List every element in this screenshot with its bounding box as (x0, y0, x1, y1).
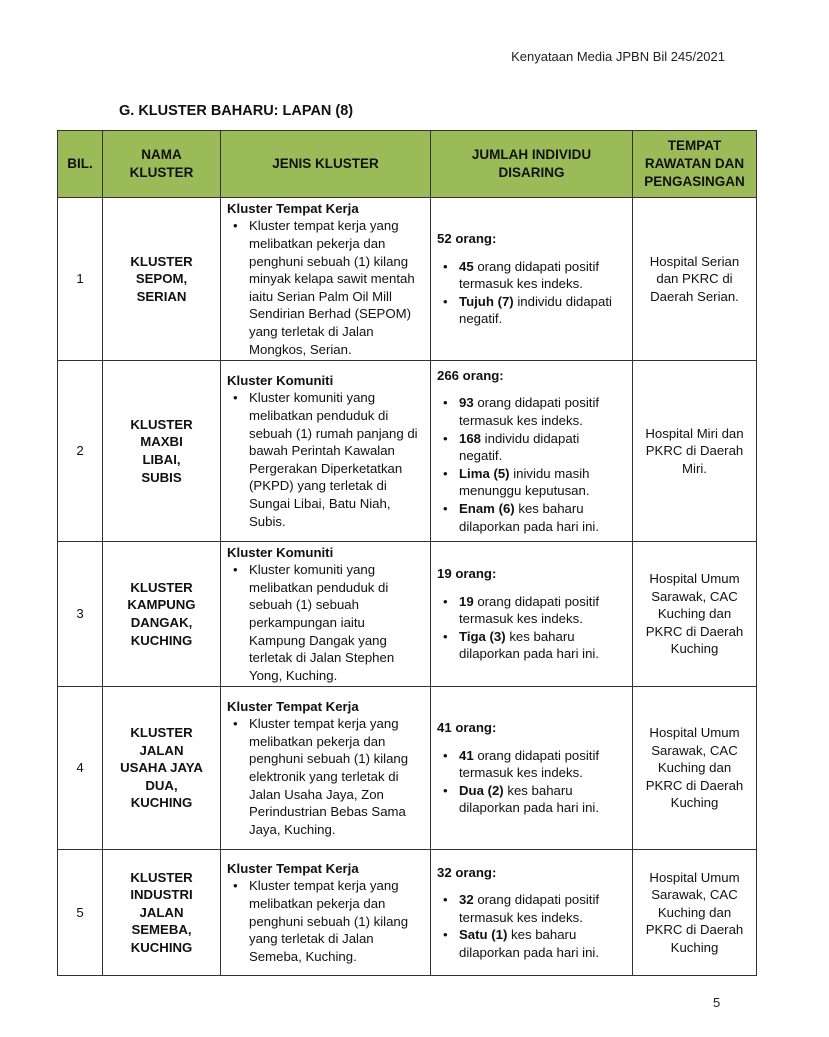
cluster-type-heading: Kluster Tempat Kerja (227, 698, 359, 714)
cluster-type-list (227, 715, 424, 838)
cluster-type-heading: Kluster Komuniti (227, 372, 334, 388)
screened-count-cell (431, 850, 633, 976)
treatment-place: Hospital Umum Sarawak, CAC Kuching dan PKRC di Daerah Kuching (633, 542, 757, 687)
screened-count-list (437, 394, 626, 535)
cluster-type-heading: Kluster Tempat Kerja (227, 860, 359, 876)
cluster-type-cell (221, 198, 431, 361)
cluster-type-description: • Kluster tempat kerja yang melibatkan pekerja dan penghuni sebuah (1) kilang yang terletak di Jalan Semeba, Kuching. (227, 877, 424, 965)
cluster-type-description: • Kluster tempat kerja yang melibatkan pekerja dan penghuni sebuah (1) kilang elektronik yang terletak di Jalan Usaha Jaya, Zon Perindustrian Bebas Sama Jaya, Kuching. (227, 715, 424, 838)
cluster-type-description: • Kluster tempat kerja yang melibatkan pekerja dan penghuni sebuah (1) kilang minyak kelapa sawit mentah iaitu Serian Palm Oil Mill Sendirian Berhad (SEPOM) yang terletak di Jalan Mongkos, Serian. (227, 217, 424, 358)
cluster-type-cell (221, 687, 431, 850)
screened-count-heading: 52 orang: (437, 231, 497, 247)
cluster-name: KLUSTER MAXBI LIBAI, SUBIS (103, 361, 221, 542)
count-item: • 19 orang didapati positif termasuk kes indeks. (437, 593, 626, 628)
table-header-row (58, 131, 757, 198)
screened-count-list (437, 747, 626, 817)
count-item: • Enam (6) kes baharu dilaporkan pada hari ini. (437, 500, 626, 535)
screened-count-heading: 41 orang: (437, 720, 497, 736)
screened-count-cell (431, 198, 633, 361)
row-number: 3 (58, 542, 103, 687)
column-header-type: JENIS KLUSTER (221, 131, 431, 198)
column-header-place: TEMPAT RAWATAN DAN PENGASINGAN (633, 131, 757, 198)
table-row (58, 850, 757, 976)
count-item: • Lima (5) inividu masih menunggu keputusan. (437, 465, 626, 500)
table-row (58, 542, 757, 687)
count-item: • 93 orang didapati positif termasuk kes indeks. (437, 394, 626, 429)
count-item: • 168 individu didapati negatif. (437, 430, 626, 465)
screened-count-heading: 32 orang: (437, 864, 497, 880)
count-item: • 45 orang didapati positif termasuk kes indeks. (437, 258, 626, 293)
cluster-type-list (227, 389, 424, 530)
cluster-name: KLUSTER JALAN USAHA JAYA DUA, KUCHING (103, 687, 221, 850)
row-number: 2 (58, 361, 103, 542)
cluster-type-description: • Kluster komuniti yang melibatkan penduduk di sebuah (1) sebuah perkampungan iaitu Kampung Dangak yang terletak di Jalan Stephen Yong, Kuching. (227, 561, 424, 684)
count-item: • Dua (2) kes baharu dilaporkan pada hari ini. (437, 782, 626, 817)
screened-count-heading: 266 orang: (437, 367, 504, 383)
row-number: 5 (58, 850, 103, 976)
cluster-type-description: • Kluster komuniti yang melibatkan penduduk di sebuah (1) rumah panjang di bawah Perintah Kawalan Pergerakan Diperketatkan (PKPD) yang terletak di Sungai Libai, Batu Niah, Subis. (227, 389, 424, 530)
screened-count-list (437, 258, 626, 328)
treatment-place: Hospital Umum Sarawak, CAC Kuching dan PKRC di Daerah Kuching (633, 850, 757, 976)
count-item: • 32 orang didapati positif termasuk kes indeks. (437, 891, 626, 926)
screened-count-heading: 19 orang: (437, 566, 497, 582)
count-item: • 41 orang didapati positif termasuk kes indeks. (437, 747, 626, 782)
cluster-type-cell (221, 361, 431, 542)
screened-count-cell (431, 542, 633, 687)
column-header-count: JUMLAH INDIVIDU DISARING (431, 131, 633, 198)
cluster-type-heading: Kluster Tempat Kerja (227, 200, 359, 216)
count-item: • Tujuh (7) individu didapati negatif. (437, 293, 626, 328)
screened-count-cell (431, 361, 633, 542)
cluster-type-heading: Kluster Komuniti (227, 544, 334, 560)
cluster-type-list (227, 217, 424, 358)
section-title: G. KLUSTER BAHARU: LAPAN (8) (119, 103, 354, 119)
cluster-type-list (227, 877, 424, 965)
page-number: 5 (713, 995, 721, 1010)
column-header-name: NAMA KLUSTER (103, 131, 221, 198)
table-row (58, 687, 757, 850)
screened-count-list (437, 593, 626, 663)
cluster-name: KLUSTER INDUSTRI JALAN SEMEBA, KUCHING (103, 850, 221, 976)
treatment-place: Hospital Umum Sarawak, CAC Kuching dan PKRC di Daerah Kuching (633, 687, 757, 850)
row-number: 4 (58, 687, 103, 850)
table-row (58, 198, 757, 361)
cluster-table (57, 130, 757, 976)
count-item: • Satu (1) kes baharu dilaporkan pada hari ini. (437, 926, 626, 961)
document-reference: Kenyataan Media JPBN Bil 245/2021 (511, 49, 725, 64)
cluster-name: KLUSTER KAMPUNG DANGAK, KUCHING (103, 542, 221, 687)
cluster-type-cell (221, 850, 431, 976)
row-number: 1 (58, 198, 103, 361)
cluster-name: KLUSTER SEPOM, SERIAN (103, 198, 221, 361)
column-header-bil: BIL. (58, 131, 103, 198)
treatment-place: Hospital Serian dan PKRC di Daerah Serian. (633, 198, 757, 361)
table-row (58, 361, 757, 542)
cluster-type-list (227, 561, 424, 684)
screened-count-list (437, 891, 626, 961)
count-item: • Tiga (3) kes baharu dilaporkan pada hari ini. (437, 628, 626, 663)
cluster-type-cell (221, 542, 431, 687)
treatment-place: Hospital Miri dan PKRC di Daerah Miri. (633, 361, 757, 542)
screened-count-cell (431, 687, 633, 850)
